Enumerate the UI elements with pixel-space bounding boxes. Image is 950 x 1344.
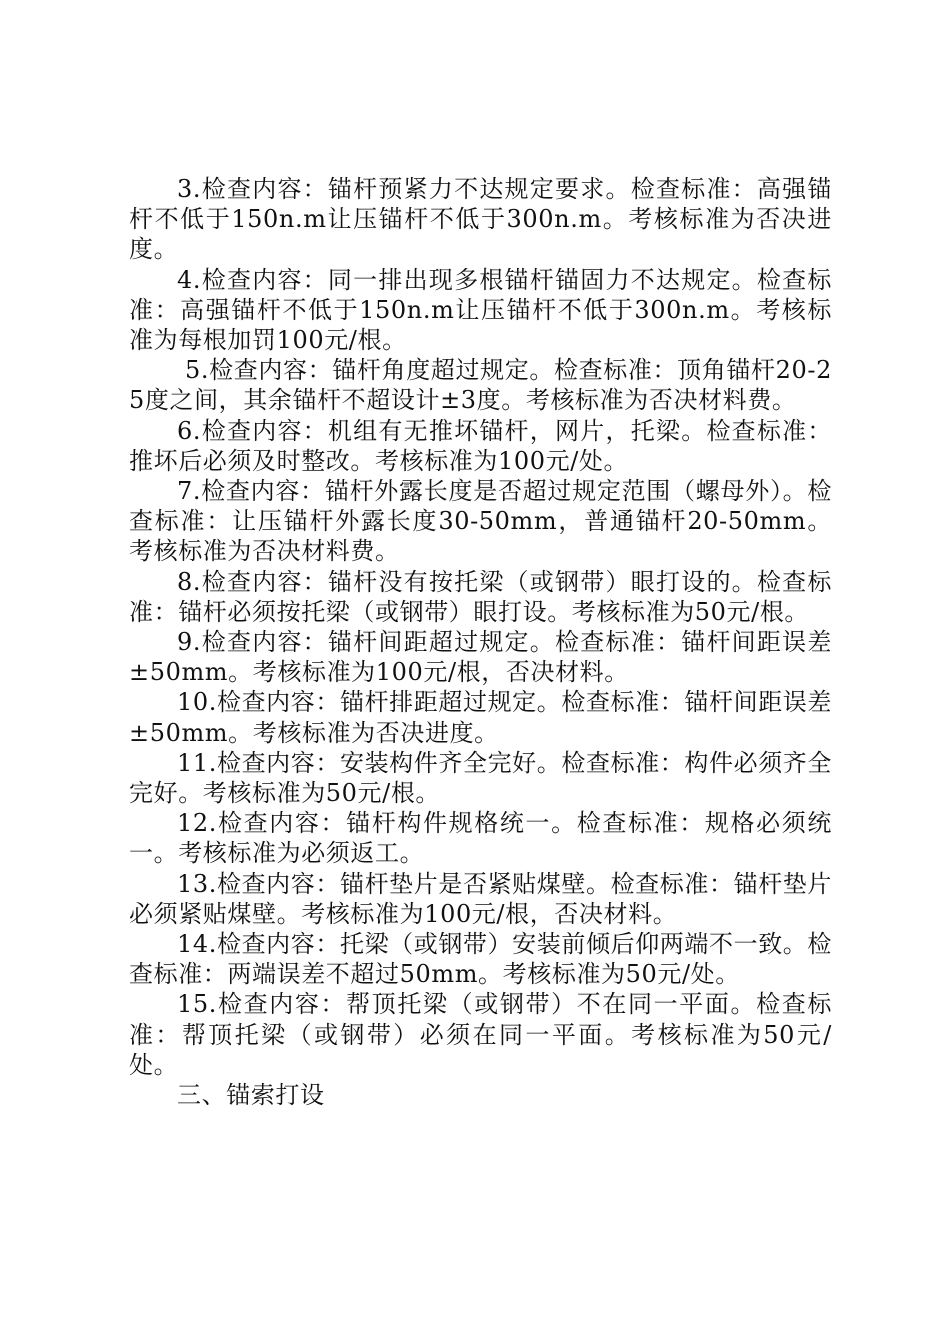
document-body xyxy=(129,174,832,1110)
inspection-item-9: 9.检查内容：锚杆间距超过规定。检查标准：锚杆间距误差±50mm。考核标准为100元/根，否决材料。 xyxy=(129,628,832,687)
inspection-item-12: 12.检查内容：锚杆构件规格统一。检查标准：规格必须统一。考核标准为必须返工。 xyxy=(129,809,832,868)
section-heading: 三、锚索打设 xyxy=(177,1081,325,1110)
inspection-item-7: 7.检查内容：锚杆外露长度是否超过规定范围（螺母外）。检查标准：让压锚杆外露长度30-50mm，普通锚杆20-50mm。考核标准为否决材料费。 xyxy=(129,477,832,566)
inspection-item-15: 15.检查内容：帮顶托梁（或钢带）不在同一平面。检查标准：帮顶托梁（或钢带）必须在同一平面。考核标准为50元/处。 xyxy=(129,990,832,1079)
inspection-item-13: 13.检查内容：锚杆垫片是否紧贴煤壁。检查标准：锚杆垫片必须紧贴煤壁。考核标准为100元/根，否决材料。 xyxy=(129,869,832,928)
inspection-item-8: 8.检查内容：锚杆没有按托梁（或钢带）眼打设的。检查标准：锚杆必须按托梁（或钢带）眼打设。考核标准为50元/根。 xyxy=(129,567,832,626)
inspection-item-14: 14.检查内容：托梁（或钢带）安装前倾后仰两端不一致。检查标准：两端误差不超过50mm。考核标准为50元/处。 xyxy=(129,930,832,989)
inspection-item-6: 6.检查内容：机组有无推坏锚杆，网片，托梁。检查标准：推坏后必须及时整改。考核标准为100元/处。 xyxy=(129,416,832,475)
inspection-item-4: 4.检查内容：同一排出现多根锚杆锚固力不达规定。检查标准：高强锚杆不低于150n.m让压锚杆不低于300n.m。考核标准为每根加罚100元/根。 xyxy=(129,265,832,355)
inspection-item-10: 10.检查内容：锚杆排距超过规定。检查标准：锚杆间距误差±50mm。考核标准为否决进度。 xyxy=(129,688,832,747)
inspection-item-3: 3.检查内容：锚杆预紧力不达规定要求。检查标准：高强锚杆不低于150n.m让压锚杆不低于300n.m。考核标准为否决进度。 xyxy=(129,175,832,264)
inspection-item-5: 5.检查内容：锚杆角度超过规定。检查标准：顶角锚杆20-25度之间，其余锚杆不超设计±3度。考核标准为否决材料费。 xyxy=(129,356,832,415)
inspection-item-11: 11.检查内容：安装构件齐全完好。检查标准：构件必须齐全完好。考核标准为50元/根。 xyxy=(129,748,832,808)
